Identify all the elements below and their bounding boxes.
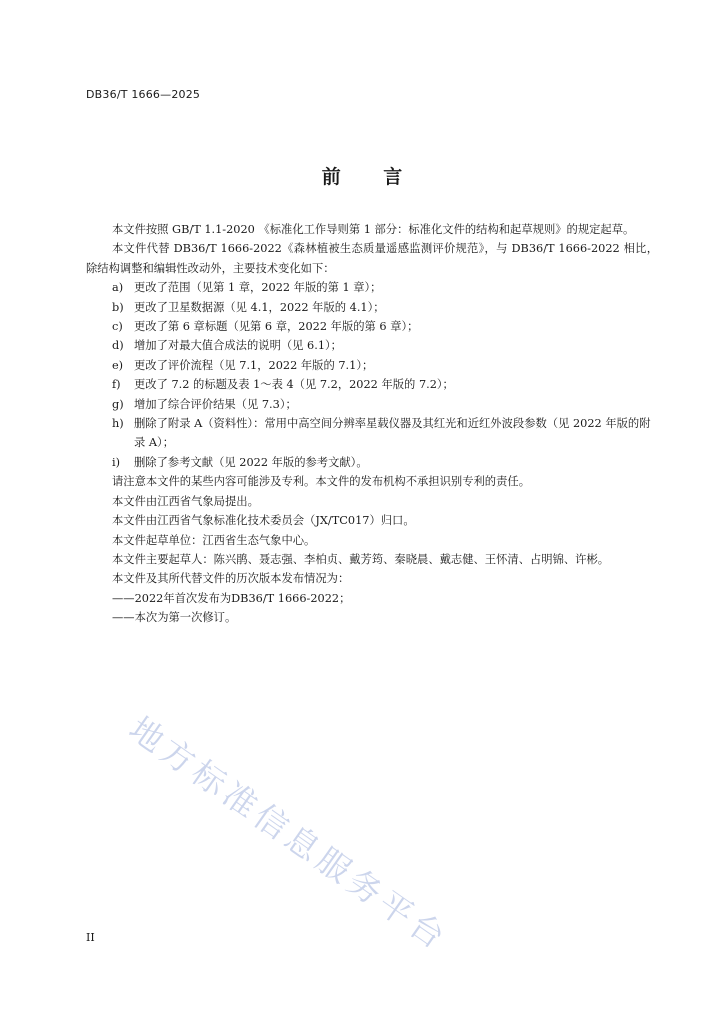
list-marker: d) (112, 339, 124, 353)
drafting-unit-statement: 本文件起草单位：江西省生态气象中心。 (112, 533, 316, 547)
list-text: 增加了对最大值合成法的说明（见 6.1）； (134, 339, 342, 353)
page-number: II (86, 931, 95, 944)
list-item (86, 453, 658, 472)
list-marker: f) (112, 378, 121, 392)
list-marker: e) (112, 358, 124, 372)
list-text: 更改了评价流程（见 7.1，2022 年版的 7.1）； (134, 358, 374, 372)
proposer-statement: 本文件由江西省气象局提出。 (112, 494, 259, 508)
list-item (86, 278, 658, 297)
watermark: 地方标准信息服务平台 (122, 708, 456, 959)
list-marker: i) (112, 455, 121, 469)
list-item (86, 375, 658, 394)
patent-statement: 请注意本文件的某些内容可能涉及专利。本文件的发布机构不承担识别专利的责任。 (112, 475, 530, 489)
list-text: 删除了附录 A（资料性）：常用中高空间分辨率星载仪器及其红光和近红外波段参数（见 2022 年版的附录 A）； (134, 417, 651, 450)
list-item (86, 336, 658, 355)
list-text: 增加了综合评价结果（见 7.3）； (134, 397, 297, 411)
list-marker: g) (112, 397, 124, 411)
list-text: 删除了参考文献（见 2022 年版的参考文献）。 (134, 455, 368, 469)
list-item (86, 298, 658, 317)
list-marker: b) (112, 300, 124, 314)
history-item: ——本次为第一次修订。 (112, 611, 237, 625)
list-marker: h) (112, 417, 124, 431)
list-item (86, 414, 658, 453)
list-text: 更改了第 6 章标题（见第 6 章，2022 年版的第 6 章）； (134, 320, 419, 334)
list-marker: c) (112, 320, 123, 334)
list-text: 更改了卫星数据源（见 4.1，2022 年版的 4.1）； (134, 300, 385, 314)
page-title: 前 言 (321, 166, 421, 188)
list-text: 更改了 7.2 的标题及表 1～表 4（见 7.2，2022 年版的 7.2）； (134, 378, 454, 392)
paragraph-drafting-rules: 本文件按照 GB/T 1.1-2020 《标准化工作导则第 1 部分：标准化文件的结构和起草规则》的规定起草。 (111, 223, 635, 236)
drafters-statement: 本文件主要起草人：陈兴鹃、聂志强、李柏贞、戴芳筠、秦晓晨、戴志健、王怀清、占明锦、许彬。 (112, 552, 610, 566)
history-intro: 本文件及其所代替文件的历次版本发布情况为： (112, 572, 350, 586)
paragraph-replacement: 本文件代替 DB36/T 1666-2022《森林植被生态质量遥感监测评价规范》，与 DB36/T 1666-2022 相比，除结构调整和编辑性改动外，主要技术变化如下： (86, 242, 658, 275)
list-marker: a) (112, 281, 124, 295)
list-item (86, 356, 658, 375)
document-code: DB36/T 1666—2025 (86, 88, 201, 101)
history-item: ——2022年首次发布为DB36/T 1666-2022； (112, 591, 351, 605)
list-text: 更改了范围（见第 1 章，2022 年版的第 1 章）； (134, 281, 382, 295)
changes-list (86, 278, 658, 472)
list-item (86, 317, 658, 336)
list-item (86, 395, 658, 414)
administrator-statement: 本文件由江西省气象标准化技术委员会（JX/TC017）归口。 (112, 514, 415, 528)
foreword-body (86, 220, 658, 628)
